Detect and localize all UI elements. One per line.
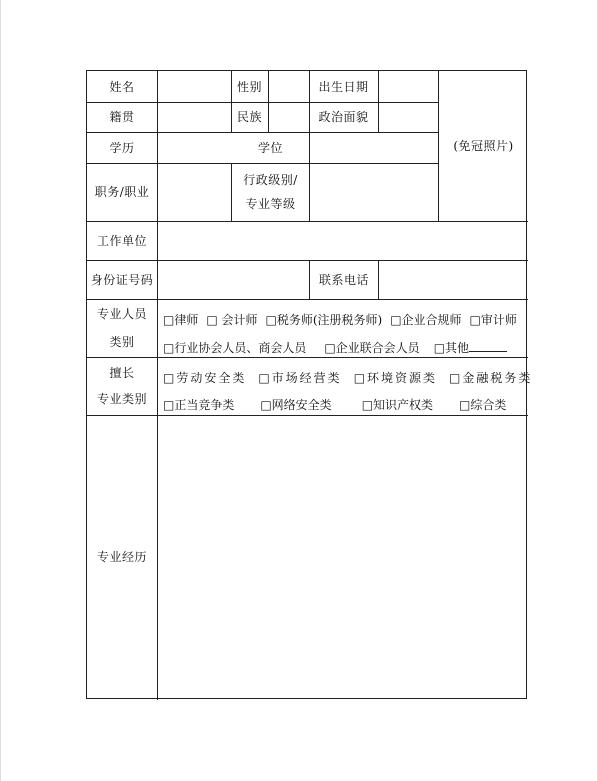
education-field[interactable] [158, 132, 232, 163]
specialty-label-line2: 专业类别 [96, 392, 147, 406]
ethnicity-label: 民族 [236, 110, 262, 124]
specialty-option-network-security[interactable]: □网络安全类 [260, 398, 332, 412]
category-options-row2 [163, 340, 507, 356]
category-label-line2: 类别 [109, 335, 135, 349]
category-option-lawyer[interactable]: □律师 [163, 313, 199, 327]
birth-date-label: 出生日期 [318, 79, 369, 94]
position-field[interactable] [158, 163, 231, 221]
category-option-association-member[interactable]: □行业协会人员、商会人员 [163, 341, 307, 355]
category-label [87, 299, 157, 357]
experience-label: 专业经历 [96, 550, 147, 564]
admin-level-label [232, 163, 309, 221]
birth-date-field[interactable] [379, 71, 438, 102]
specialty-label [87, 357, 157, 415]
id-number-label: 身份证号码 [90, 272, 154, 287]
name-field[interactable] [158, 71, 231, 102]
degree-field[interactable] [310, 132, 438, 163]
specialty-options-row1 [163, 370, 532, 386]
admin-level-label-line2: 专业等级 [245, 197, 296, 211]
category-option-tax-advisor[interactable]: □税务师(注册税务师) [265, 313, 383, 327]
work-unit-label: 工作单位 [96, 233, 147, 248]
specialty-option-environment-resources[interactable]: □环境资源类 [353, 371, 438, 385]
category-options-row1 [163, 312, 517, 328]
category-option-enterprise-federation[interactable]: □企业联合会人员 [324, 341, 420, 355]
phone-label: 联系电话 [318, 272, 369, 287]
degree-label: 学位 [257, 140, 283, 155]
specialty-option-market-operation[interactable]: □市场经营类 [258, 371, 342, 385]
specialty-option-finance-tax[interactable]: □金融税务类 [449, 371, 533, 385]
education-label: 学历 [109, 140, 135, 155]
specialty-option-comprehensive[interactable]: □综合类 [459, 398, 507, 412]
category-option-compliance-officer[interactable]: □企业合规师 [390, 313, 462, 327]
admin-level-field[interactable] [310, 163, 438, 221]
admin-level-label-line1: 行政级别/ [243, 173, 298, 187]
political-status-field[interactable] [379, 102, 438, 132]
category-label-line1: 专业人员 [96, 307, 147, 321]
name-label: 姓名 [109, 79, 135, 94]
specialty-option-labor-safety[interactable]: □劳动安全类 [163, 371, 247, 385]
specialty-options-row2 [163, 397, 506, 413]
work-unit-field[interactable] [158, 221, 528, 260]
category-option-other[interactable]: □其他 [433, 341, 470, 355]
page-left-edge [0, 0, 1, 781]
native-place-field[interactable] [158, 102, 231, 132]
id-number-field[interactable] [158, 260, 309, 299]
native-place-label: 籍贯 [109, 110, 135, 124]
category-option-accountant[interactable]: □ 会计师 [206, 313, 258, 327]
phone-field[interactable] [379, 260, 528, 299]
registration-form-table [86, 70, 533, 699]
experience-field[interactable] [158, 415, 527, 699]
gender-label: 性别 [236, 79, 262, 94]
category-option-auditor[interactable]: □审计师 [469, 313, 517, 327]
specialty-option-intellectual-property[interactable]: □知识产权类 [361, 398, 434, 412]
photo-placeholder: (免冠照片) [453, 139, 514, 153]
other-fill-blank[interactable] [469, 340, 507, 352]
gender-field[interactable] [269, 71, 309, 102]
specialty-label-line1: 擅长 [109, 366, 135, 380]
political-status-label: 政治面貌 [318, 110, 369, 124]
specialty-option-fair-competition[interactable]: □正当竞争类 [163, 398, 235, 412]
ethnicity-field[interactable] [269, 102, 309, 132]
position-label: 职务/职业 [94, 185, 150, 199]
